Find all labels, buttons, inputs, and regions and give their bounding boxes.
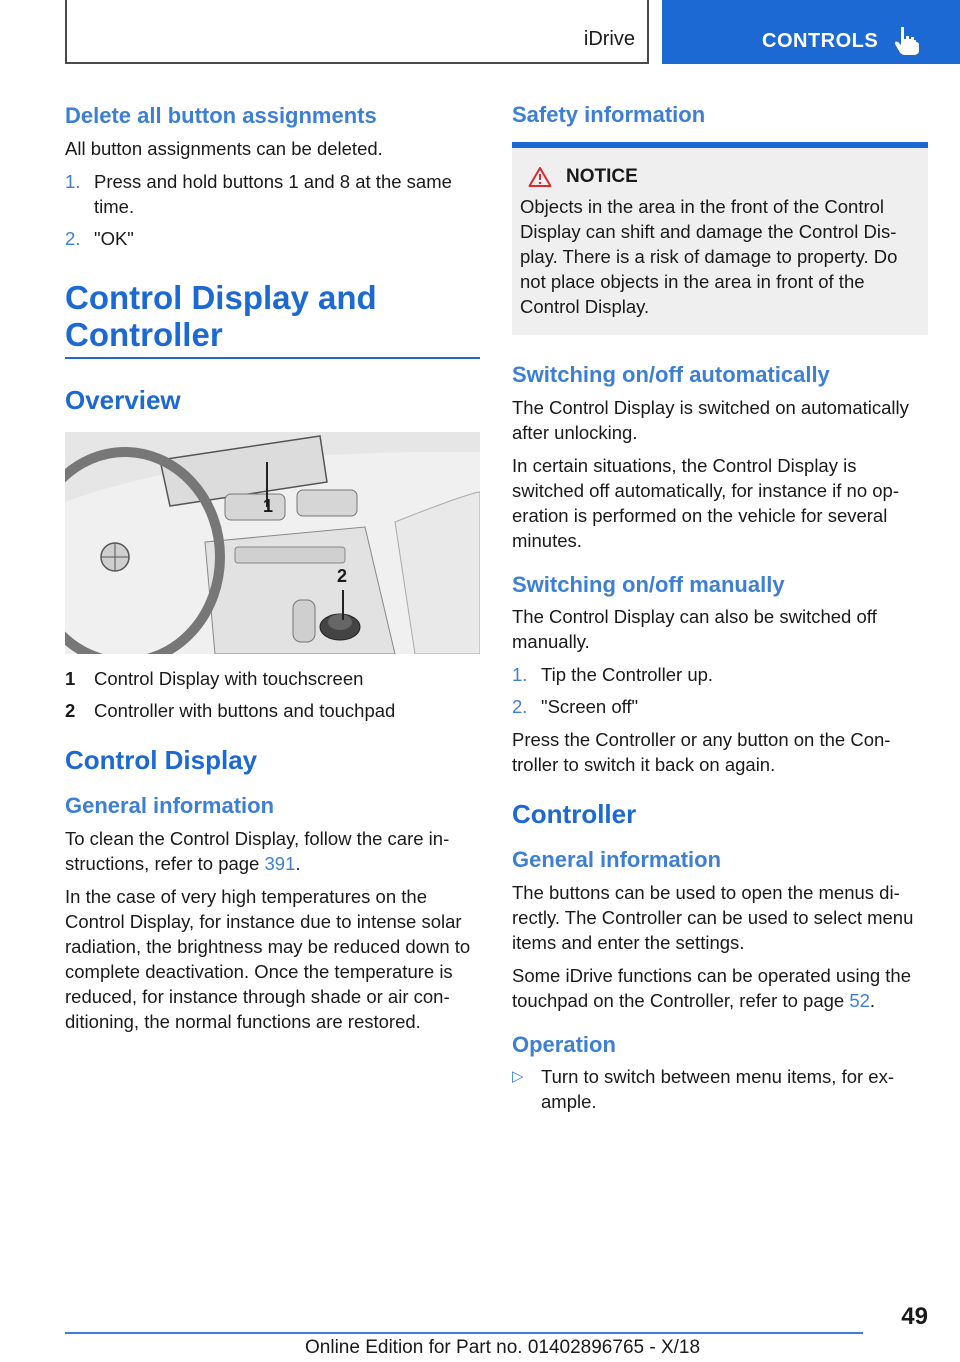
- cockpit-drawing: [65, 432, 480, 654]
- auto-switch-heading: Switching on/off automatically: [512, 362, 830, 387]
- list-item: [65, 169, 480, 219]
- cleaning-text-end: .: [295, 852, 301, 874]
- list-item: [512, 662, 928, 687]
- cleaning-text-start: To clean the Control Display, follow the care in‐structions, refer to page: [65, 827, 450, 874]
- controller-text-2-start: Some iDrive functions can be operated using the touchpad on the Controller, refer to page: [512, 964, 912, 1011]
- legend-number: 2: [65, 700, 76, 722]
- cleaning-text: [65, 826, 480, 876]
- footer-edition: Online Edition for Part no. 01402896765 - X/18: [305, 1337, 701, 1358]
- callout-2-label: 2: [337, 566, 348, 587]
- header-section-box: [65, 0, 649, 64]
- triangle-bullet-icon: ▷: [512, 1068, 524, 1085]
- controller-heading: Controller: [512, 799, 637, 829]
- list-item: [65, 226, 480, 251]
- legend-row: [65, 698, 480, 723]
- overview-heading: Overview: [65, 385, 181, 416]
- delete-assignments-heading: Delete all button assignments: [65, 103, 377, 128]
- page-number: 49: [901, 1303, 928, 1330]
- right-column: [512, 102, 928, 1114]
- page-link-391[interactable]: 391: [264, 852, 296, 874]
- general-information-heading: General information: [65, 793, 275, 819]
- manual-switch-heading: Switching on/off manually: [512, 571, 785, 597]
- safety-information-heading: Safety information: [512, 102, 706, 127]
- auto-text-2: In certain situations, the Control Display is switched off automatically, for instance if no op‐eration is performed on the vehicle for several minutes.: [512, 454, 899, 551]
- figure-legend: [65, 666, 480, 723]
- callout-1-label: 1: [263, 496, 274, 517]
- chapter-title-line1: Control Display and: [65, 278, 377, 316]
- temperature-text: In the case of very high temperatures on the Control Display, for instance due to intense solar radiation, the brightness may be reduced down to complete deactivation. Once the temperature is reduced, for instance through shade or air con‐ditioning, the normal functions are restored.: [65, 885, 471, 1032]
- step-text: Tip the Controller up.: [541, 664, 714, 685]
- notice-header: [520, 166, 920, 188]
- chapter-title: [65, 279, 480, 358]
- footer-rule: [65, 1332, 863, 1334]
- notice-text: Objects in the area in the front of the Control Display can shift and damage the Control Dis‐play. There is a risk of damage to property. Do not place objects in the area in front of the Control Display.: [520, 196, 898, 317]
- step-text: "OK": [94, 227, 134, 249]
- controller-text-1: The buttons can be used to open the menus di‐rectly. The Controller can be used to select menu items and enter the settings.: [512, 881, 914, 953]
- notice-label: NOTICE: [566, 166, 638, 187]
- list-item: [512, 694, 928, 719]
- legend-row: [65, 666, 480, 691]
- header-chapter-label: CONTROLS: [762, 30, 879, 52]
- bullet-text: Turn to switch between menu items, for ex‐ample.: [541, 1066, 895, 1112]
- delete-steps-list: [65, 169, 480, 251]
- list-item: [512, 1064, 928, 1114]
- cockpit-illustration: [65, 432, 480, 654]
- header-section-label: iDrive: [583, 28, 635, 50]
- manual-text: The Control Display can also be switched off manually.: [512, 606, 877, 652]
- step-number: 1.: [512, 664, 528, 685]
- left-column: [65, 102, 480, 1042]
- legend-number: 1: [65, 668, 76, 690]
- step-number: 2.: [65, 227, 81, 249]
- controller-general-heading: General information: [512, 847, 722, 872]
- controller-text-2-end: .: [869, 989, 876, 1011]
- step-number: 1.: [65, 170, 81, 192]
- notice-box: [512, 142, 928, 335]
- auto-text-1: The Control Display is switched on automatically after unlocking.: [512, 396, 909, 443]
- chapter-title-rule: [65, 357, 480, 359]
- delete-intro-text: All button assignments can be deleted.: [65, 137, 383, 159]
- operation-list: [512, 1064, 928, 1114]
- legend-text: Controller with buttons and touchpad: [94, 700, 396, 722]
- step-text: Press and hold buttons 1 and 8 at the same time.: [94, 170, 452, 217]
- warning-triangle-icon: [528, 166, 552, 188]
- legend-text: Control Display with touchscreen: [94, 668, 364, 690]
- manual-after-text: Press the Controller or any button on the Con‐troller to switch it back on again.: [512, 729, 891, 775]
- step-text: "Screen off": [541, 696, 639, 717]
- control-display-heading: Control Display: [65, 745, 258, 776]
- step-number: 2.: [512, 696, 528, 717]
- operation-heading: Operation: [512, 1031, 616, 1057]
- pointing-hand-icon: [895, 25, 921, 55]
- chapter-title-line2: Controller: [65, 315, 223, 353]
- header-chapter-box: [662, 0, 960, 64]
- controller-text-2: [512, 963, 928, 1013]
- manual-steps-list: [512, 662, 928, 719]
- page-link-52[interactable]: 52: [849, 989, 870, 1011]
